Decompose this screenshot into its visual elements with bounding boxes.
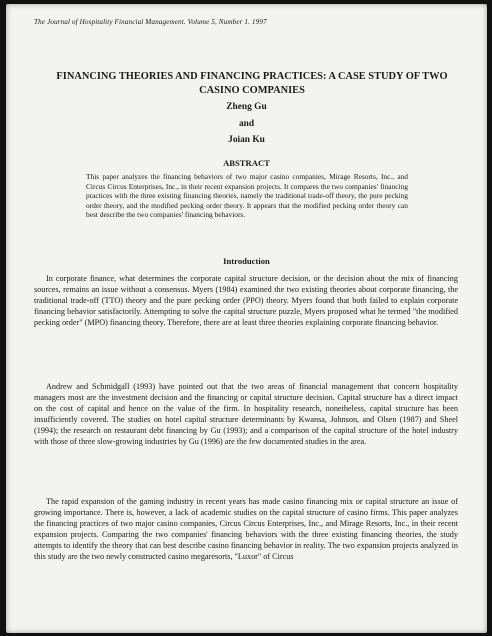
author-1: Zheng Gu [226, 102, 267, 112]
paragraph-3: The rapid expansion of the gaming industry in recent years has made casino financing mix or capital structure an issue of growing importance. There is, however, a lack of academic studies on the capital structure of casino firms. This paper analyzes the financing practices of two major casino companies, Circus Circus Enterprises, Inc., and Mirage Resorts, Inc., in their recent expansion projects. Comparing the two companies' financing behaviors with the three existing financing theories, the study attempts to identify the theory that can best describe casino financing behavior in reality. The two expansion projects analyzed in this study are the two newly constructed casino megaresorts, "Luxor" of Circus [34, 497, 458, 561]
section-heading-introduction: Introduction [223, 256, 270, 266]
document-page [6, 4, 487, 633]
paper-title: FINANCING THEORIES AND FINANCING PRACTICES: A CASE STUDY OF TWO CASINO COMPANIES [56, 71, 448, 96]
author-2: Joian Ku [228, 135, 265, 145]
abstract-text: This paper analyzes the financing behaviors of two major casino companies, Mirage Resorts, Inc., and Circus Circus Enterprises, Inc., in their recent expansion projects. It compares the two companies' financing practices with the three existing financing theories, namely the traditional trade-off theory, the pure pecking order theory, and the modified pecking order theory. It appears that the modified pecking order theory can best describe the two companies' financing behaviors. [86, 172, 408, 220]
paragraph-2: Andrew and Schmidgall (1993) have pointed out that the two areas of financial management that concern hospitality managers most are the investment decision and the financing or capital structure decision. Capital structure has a direct impact on the cost of capital and hence on the value of the firm. In hospitality research, nonetheless, capital structure has been insufficiently covered. The studies on hotel capital structure determinants by Kwansa, Johnson, and Olsen (1987) and Sheel (1994); the research on restaurant debt financing by Gu (1993); and a comparison of the capital structure of the hotel industry with those of three slow-growing industries by Gu (1996) are the few documented studies in the area. [34, 382, 458, 446]
abstract-heading: ABSTRACT [223, 158, 270, 168]
paragraph-1: In corporate finance, what determines the corporate capital structure decision, or the decision about the mix of financing sources, remains an issue without a consensus. Myers (1984) examined the two existing theories about corporate financing, the traditional trade-off (TTO) theory and the pure pecking order (PPO) theory. Myers found that both failed to explain corporate financing behavior satisfactorily. Attempting to solve the capital structure puzzle, Myers proposed what he termed "the modified pecking order" (MPO) financing theory. Therefore, there are at least three theories explaining corporate financing behavior. [34, 274, 458, 327]
journal-header: The Journal of Hospitality Financial Management. Volume 5, Number 1. 1997 [34, 18, 267, 26]
author-conjunction: and [238, 119, 255, 129]
